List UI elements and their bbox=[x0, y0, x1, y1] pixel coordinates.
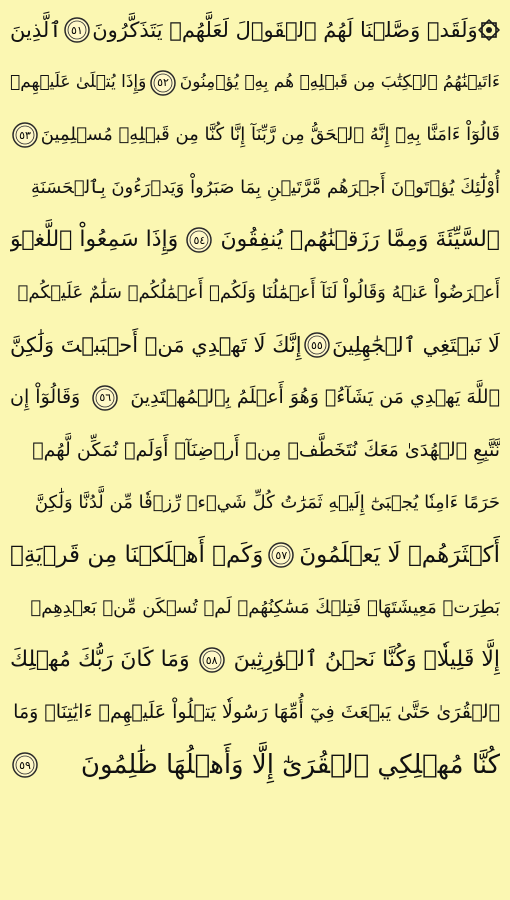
verse-number: ٥٧ bbox=[275, 548, 288, 562]
verse-text: لَا نَبۡتَغِي ٱلۡجَٰهِلِينَ bbox=[332, 332, 500, 357]
verse-text: وَقَالُوٓاْ إِن bbox=[10, 386, 81, 409]
verse-end-marker bbox=[10, 120, 40, 150]
verse-text: نَّتَّبِعِ ٱلۡهُدَىٰ مَعَكَ نُتَخَطَّفۡ مِنۡ أَرۡضِنَآۚ أَوَلَمۡ نُمَكِّن لَّهُمۡ bbox=[32, 438, 500, 461]
verse-end-marker bbox=[184, 225, 214, 255]
verse-text: ٱللَّهَ يَهۡدِي مَن يَشَآءُۚ وَهُوَ أَعۡلَمُ بِٱلۡمُهۡتَدِينَ bbox=[130, 386, 500, 409]
text-line bbox=[10, 739, 500, 792]
verse-text: قَالُوٓاْ ءَامَنَّا بِهِۦٓ إِنَّهُ ٱلۡحَقُّ مِن رَّبِّنَآ إِنَّا كُنَّا مِن قَبۡلِهِۦ مُسۡلِمِينَ bbox=[40, 124, 500, 146]
verse-text: إِلَّا قَلِيلٗاۖ وَكُنَّا نَحۡنُ ٱلۡوَٰرِثِينَ bbox=[233, 647, 500, 673]
verse-text: بَطِرَتۡ مَعِيشَتَهَاۖ فَتِلۡكَ مَسَٰكِنُهُمۡ لَمۡ تُسۡكَن مِّنۢ بَعۡدِهِمۡ bbox=[30, 596, 500, 618]
verse-number: ٥٢ bbox=[157, 76, 169, 90]
text-line bbox=[10, 109, 500, 162]
verse-text: وَكَمۡ أَهۡلَكۡنَا مِن قَرۡيَةِۭ bbox=[10, 541, 264, 568]
verse-number: ٥٨ bbox=[205, 653, 218, 667]
verse-end-marker bbox=[90, 383, 120, 413]
verse-number: ٥٦ bbox=[99, 391, 112, 405]
text-line bbox=[10, 372, 500, 425]
verse-end-marker bbox=[10, 750, 40, 780]
text-line bbox=[10, 529, 500, 582]
rub-el-hizb-icon bbox=[478, 19, 500, 41]
text-line bbox=[10, 319, 500, 372]
text-line bbox=[10, 4, 500, 57]
verse-text: وَلَقَدۡ وَصَّلۡنَا لَهُمُ ٱلۡقَوۡلَ لَعَلَّهُمۡ يَتَذَكَّرُونَ bbox=[92, 17, 478, 42]
verse-number: ٥١ bbox=[70, 23, 83, 37]
verse-end-marker bbox=[266, 540, 296, 570]
verse-end-marker bbox=[302, 330, 332, 360]
verse-end-marker bbox=[62, 15, 92, 45]
verse-text: أَكۡثَرَهُمۡ لَا يَعۡلَمُونَ bbox=[299, 541, 500, 568]
text-line bbox=[10, 214, 500, 267]
text-line bbox=[10, 57, 500, 110]
verse-text: أُوْلَٰٓئِكَ يُؤۡتَوۡنَ أَجۡرَهُم مَّرَّتَيۡنِ بِمَا صَبَرُواْ وَيَدۡرَءُونَ بِٱلۡحَسَنَةِ bbox=[31, 176, 500, 198]
verse-text: حَرَمًا ءَامِنٗا يُجۡبَىٰٓ إِلَيۡهِ ثَمَرَٰتُ كُلِّ شَيۡءٖ رِّزۡقٗا مِّن لَّدُنَّا وَلَٰكِنَّ bbox=[34, 491, 500, 513]
verse-text: ءَاتَيۡنَٰهُمُ ٱلۡكِتَٰبَ مِن قَبۡلِهِۦ هُم بِهِۦ يُؤۡمِنُونَ bbox=[179, 72, 500, 93]
verse-text: وَإِذَا يُتۡلَىٰ عَلَيۡهِمۡ bbox=[10, 72, 147, 93]
text-line bbox=[10, 267, 500, 320]
verse-text: ٱلسَّيِّئَةَ وَمِمَّا رَزَقۡنَٰهُمۡ يُنفِقُونَ bbox=[220, 227, 500, 253]
text-line bbox=[10, 634, 500, 687]
text-line bbox=[10, 162, 500, 215]
verse-end-marker bbox=[148, 68, 178, 98]
verse-text: إِنَّكَ لَا تَهۡدِي مَنۡ أَحۡبَبۡتَ وَلَٰكِنَّ bbox=[10, 332, 302, 357]
text-line bbox=[10, 424, 500, 477]
verse-text: وَإِذَا سَمِعُواْ ٱللَّغۡوَ bbox=[10, 227, 179, 253]
verse-text: ٱلَّذِينَ bbox=[10, 17, 62, 42]
verse-text: كُنَّا مُهۡلِكِي ٱلۡقُرَىٰٓ إِلَّا وَأَهۡلُهَا ظَٰلِمُونَ bbox=[80, 750, 500, 781]
verse-number: ٥٥ bbox=[310, 338, 323, 352]
verse-text: وَمَا كَانَ رَبُّكَ مُهۡلِكَ bbox=[10, 647, 190, 673]
verse-number: ٥٤ bbox=[193, 233, 206, 247]
verse-number: ٥٩ bbox=[19, 758, 31, 772]
verse-text: أَعۡرَضُواْ عَنۡهُ وَقَالُواْ لَنَآ أَعۡمَٰلُنَا وَلَكُمۡ أَعۡمَٰلُكُمۡ سَلَٰمٌ عَلَيۡكُمۡ bbox=[17, 281, 500, 303]
text-line bbox=[10, 477, 500, 530]
verse-number: ٥٣ bbox=[19, 128, 31, 142]
text-line bbox=[10, 582, 500, 635]
text-line bbox=[10, 687, 500, 740]
verse-text: ٱلۡقُرَىٰ حَتَّىٰ يَبۡعَثَ فِيٓ أُمِّهَا رَسُولٗا يَتۡلُواْ عَلَيۡهِمۡ ءَايَٰتِنَاۚ وَمَا bbox=[13, 701, 500, 724]
verse-end-marker bbox=[197, 645, 227, 675]
